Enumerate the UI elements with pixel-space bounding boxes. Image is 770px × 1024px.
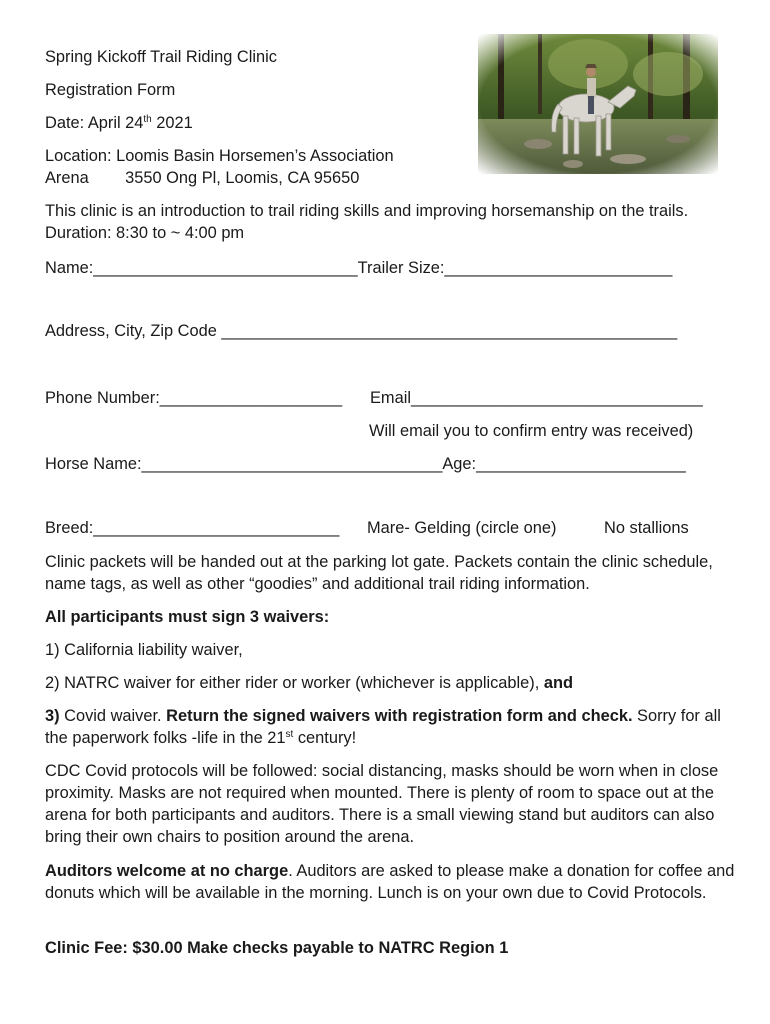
intro-paragraph: This clinic is an introduction to trail riding skills and improving horsemanship on the trails. Duration: 8:30 to ~ 4:00 pm [45, 202, 689, 242]
email-note: Will email you to confirm entry was received) [369, 422, 694, 440]
location-line-1: Location: Loomis Basin Horsemen’s Association [45, 147, 394, 165]
auditors-paragraph [45, 860, 735, 904]
date-prefix: Date: April 24 [45, 114, 144, 132]
horse-name-field[interactable] [45, 453, 686, 475]
waivers-heading: All participants must sign 3 waivers: [45, 608, 330, 626]
date-superscript: th [143, 114, 152, 125]
address-field[interactable]: Address, City, Zip Code __________________________________________________ [45, 322, 678, 340]
mare-gelding-choice[interactable]: Mare- Gelding (circle one) [367, 519, 557, 537]
horse-and-rider-photo [478, 34, 718, 174]
location-line-2: Arena 3550 Ong Pl, Loomis, CA 95650 [45, 169, 360, 187]
waiver-item-3 [45, 705, 735, 749]
auditors-welcome: Auditors welcome at no charge [45, 862, 289, 880]
waiver-item-2-and: and [543, 674, 573, 692]
event-date [45, 112, 193, 134]
phone-number-field[interactable]: Phone Number:____________________ [45, 389, 343, 407]
packets-paragraph: Clinic packets will be handed out at the parking lot gate. Packets contain the clinic schedule, name tags, as well as other “goodies” and additional trail riding information. [45, 553, 713, 593]
age-label: Age:_______________________ [442, 455, 686, 473]
trailer-size-label: Trailer Size:_________________________ [357, 259, 673, 277]
breed-field[interactable]: Breed:___________________________ [45, 519, 340, 537]
waiver-return-instruction: Return the signed waivers with registration form and check. [166, 707, 633, 725]
waiver-item-3-text: Covid waiver. [59, 707, 167, 725]
waiver-item-1: 1) California liability waiver, [45, 641, 243, 659]
waiver-item-2 [45, 672, 573, 694]
form-subtitle: Registration Form [45, 81, 176, 99]
clinic-fee: Clinic Fee: $30.00 Make checks payable to NATRC Region 1 [45, 939, 509, 957]
waiver-item-2-text: 2) NATRC waiver for either rider or worker (whichever is applicable), [45, 674, 544, 692]
page-title: Spring Kickoff Trail Riding Clinic [45, 48, 277, 66]
waiver-item-3-number: 3) [45, 707, 60, 725]
email-field[interactable]: Email________________________________ [370, 389, 703, 407]
covid-protocols-paragraph: CDC Covid protocols will be followed: social distancing, masks should be worn when in close proximity. Masks are not required when mounted. There is plenty of room to space out at the arena for both participants and auditors. There is a small viewing stand but auditors can also bring their own chairs to position around the arena. [45, 762, 719, 846]
waiver-item-3-rest: Sorry for all the paperwork folks -life in the 21 [45, 707, 721, 747]
auditors-text: . Auditors are asked to please make a donation for coffee and donuts which will be available in the morning. Lunch is on your own due to Covid Protocols. [45, 862, 735, 902]
waiver-item-3-end: century! [293, 729, 357, 747]
horse-name-label: Horse Name:_________________________________ [45, 455, 443, 473]
name-field[interactable] [45, 257, 672, 279]
century-superscript: st [285, 729, 294, 740]
no-stallions-note: No stallions [604, 519, 689, 537]
date-suffix: 2021 [151, 114, 193, 132]
name-label: Name:_____________________________ [45, 259, 358, 277]
